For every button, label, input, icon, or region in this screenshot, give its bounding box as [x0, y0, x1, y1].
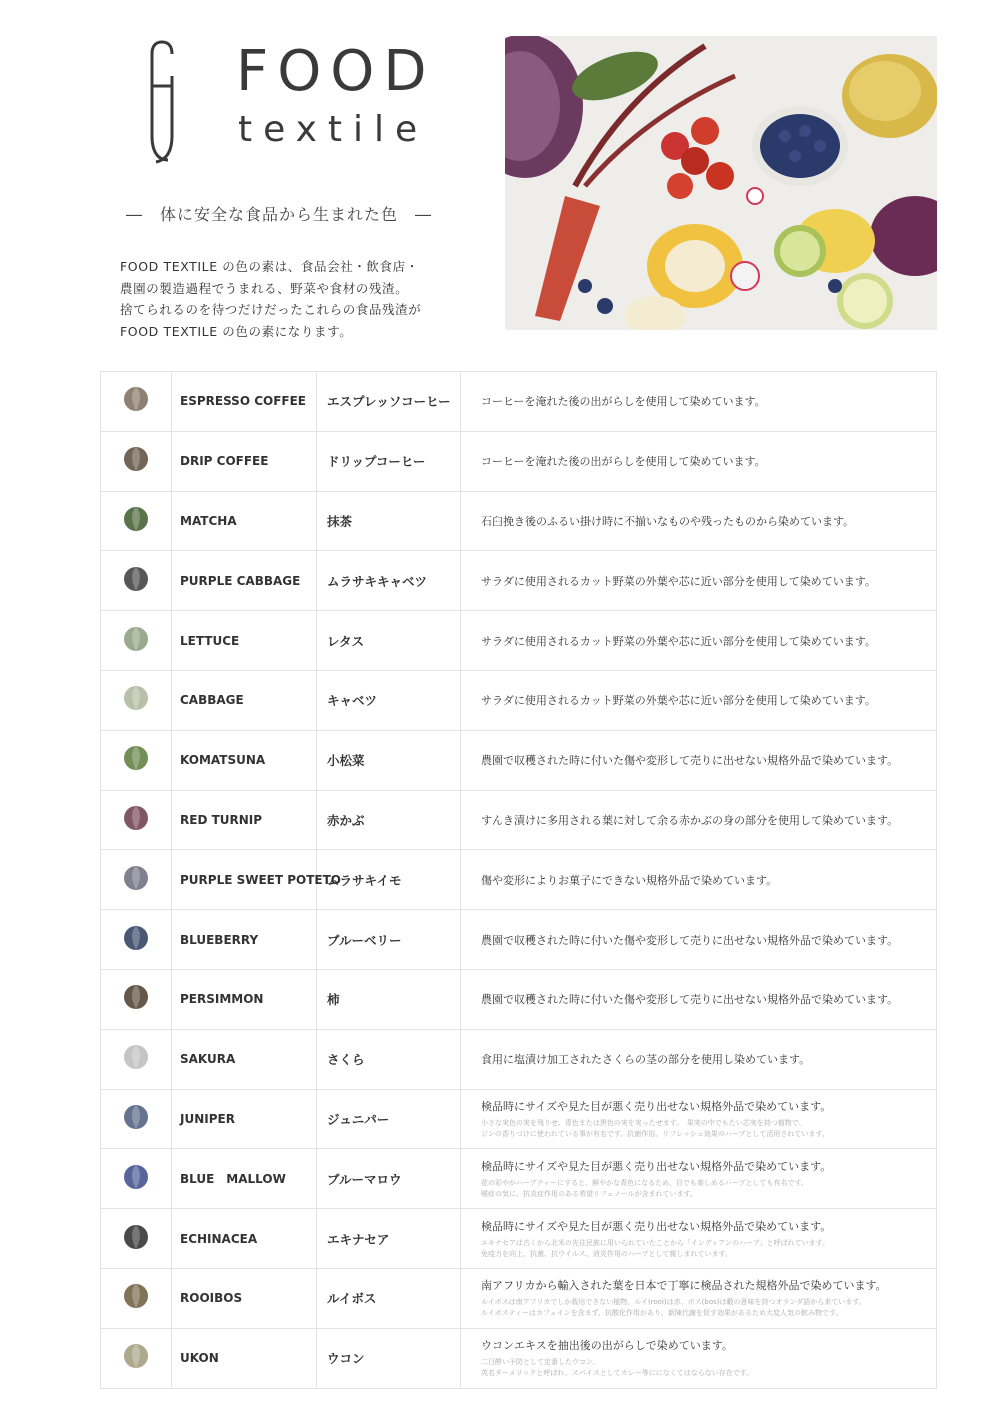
item-english-name: ESPRESSO COFFEE — [172, 372, 317, 432]
item-english-name: ECHINACEA — [172, 1209, 317, 1269]
vegetables-photo — [505, 36, 937, 330]
item-japanese-name: ジュニパー — [317, 1089, 461, 1149]
table-row — [101, 1209, 937, 1269]
food-textile-logo-mark — [146, 36, 178, 166]
item-description-note: ルイボスは南アフリカでしか栽培できない植物。ルイ(rooi)は赤、ボス(bos)は藪の意味を持つオランダ語から来ています。 — [481, 1298, 866, 1307]
sweet-potato-icon — [118, 860, 154, 896]
coffee-grinder-icon — [118, 441, 154, 477]
juniper-icon — [118, 1099, 154, 1135]
item-description: コーヒーを淹れた後の出がらしを使用して染めています。 — [461, 431, 937, 491]
item-japanese-name: 柿 — [317, 969, 461, 1029]
item-english-name: PURPLE CABBAGE — [172, 551, 317, 611]
item-english-name: LETTUCE — [172, 611, 317, 671]
table-row — [101, 1268, 937, 1328]
item-description-note: エキナセアは古くから北米の先住民族に用いられていたことから「インディアンのハーブ」と呼ばれています。 — [481, 1238, 830, 1247]
purple-cabbage-icon — [118, 561, 154, 597]
table-row — [101, 1328, 937, 1388]
item-icon-cell — [101, 1149, 172, 1209]
intro-line-4: FOOD TEXTILE の色の素になります。 — [120, 323, 353, 339]
table-row — [101, 670, 937, 730]
food-items-table — [100, 371, 937, 1389]
item-japanese-name: レタス — [317, 611, 461, 671]
item-description-note: ルイボスティーはカフェインを含まず、抗酸化作用があり、新陳代謝を促す効果があるため大変人気の飲み物です。 — [481, 1309, 843, 1318]
item-english-name: JUNIPER — [172, 1089, 317, 1149]
item-japanese-name: エキナセア — [317, 1209, 461, 1269]
item-japanese-name: キャベツ — [317, 670, 461, 730]
tagline: ― 体に安全な食品から生まれた色 ― — [126, 205, 433, 224]
intro-line-1: FOOD TEXTILE の色の素は、食品会社・飲食店・ — [120, 259, 419, 274]
intro-line-3: 捨てられるのを待つだけだったこれらの食品残渣が — [120, 302, 422, 317]
item-description — [461, 1089, 937, 1149]
item-description: 石臼挽き後のふるい掛け時に不揃いなものや残ったものから染めています。 — [461, 491, 937, 551]
item-description: サラダに使用されるカット野菜の外葉や芯に近い部分を使用して染めています。 — [461, 551, 937, 611]
item-description-main: 南アフリカから輸入された葉を日本で丁寧に検品された規格外品で染めています。 — [481, 1279, 887, 1293]
komatsuna-icon — [118, 740, 154, 776]
item-japanese-name: ブルーベリー — [317, 910, 461, 970]
table-row — [101, 372, 937, 432]
item-icon-cell — [101, 730, 172, 790]
item-english-name: KOMATSUNA — [172, 730, 317, 790]
table-row — [101, 850, 937, 910]
item-description — [461, 1268, 937, 1328]
item-description — [461, 1209, 937, 1269]
item-description-note: 免疫力を向上、抗菌、抗ウイルス、消炎作用のハーブとして親しまれています。 — [481, 1249, 732, 1258]
tea-leaf-icon — [118, 501, 154, 537]
item-icon-cell — [101, 1268, 172, 1328]
item-icon-cell — [101, 551, 172, 611]
logo-food-text: FOOD — [236, 39, 436, 104]
item-description-note: ジンの香りづけに使われている事が有名です。抗菌作用、リフレッシュ効果のハーブとして活用されています。 — [481, 1129, 829, 1138]
table-row — [101, 969, 937, 1029]
item-icon-cell — [101, 790, 172, 850]
sakura-icon — [118, 1039, 154, 1075]
item-japanese-name: 抹茶 — [317, 491, 461, 551]
item-description — [461, 1328, 937, 1388]
item-description-note: 喉症の気に、抗炎症作用のある希望リフェノールが含まれています。 — [481, 1189, 697, 1198]
item-japanese-name: エスプレッソコーヒー — [317, 372, 461, 432]
persimmon-icon — [118, 979, 154, 1015]
rooibos-icon — [118, 1278, 154, 1314]
item-description-note: 花の彩やかハーブティーにすると、鮮やかな青色になるため、目でも楽しめるハーブとしても有名です。 — [481, 1178, 808, 1187]
item-english-name: ROOIBOS — [172, 1268, 317, 1328]
coffee-cup-icon — [118, 381, 154, 417]
item-description: 農園で収穫された時に付いた傷や変形して売りに出せない規格外品で染めています。 — [461, 969, 937, 1029]
item-description: 農園で収穫された時に付いた傷や変形して売りに出せない規格外品で染めています。 — [461, 910, 937, 970]
item-description: すんき漬けに多用される葉に対して余る赤かぶの身の部分を使用して染めています。 — [461, 790, 937, 850]
table-row — [101, 790, 937, 850]
table-row — [101, 1149, 937, 1209]
item-japanese-name: ウコン — [317, 1328, 461, 1388]
item-icon-cell — [101, 611, 172, 671]
table-row — [101, 491, 937, 551]
table-row — [101, 730, 937, 790]
item-english-name: SAKURA — [172, 1029, 317, 1089]
item-japanese-name: 赤かぶ — [317, 790, 461, 850]
red-turnip-icon — [118, 800, 154, 836]
item-icon-cell — [101, 1328, 172, 1388]
logo-textile-text: textile — [238, 109, 429, 150]
item-english-name: DRIP COFFEE — [172, 431, 317, 491]
item-japanese-name: ルイボス — [317, 1268, 461, 1328]
item-japanese-name: ドリップコーヒー — [317, 431, 461, 491]
table-row — [101, 551, 937, 611]
item-english-name: RED TURNIP — [172, 790, 317, 850]
item-icon-cell — [101, 1029, 172, 1089]
item-description-main: 検品時にサイズや見た目が悪く売り出せない規格外品で染めています。 — [481, 1219, 832, 1233]
item-japanese-name: 小松菜 — [317, 730, 461, 790]
blueberry-icon — [118, 920, 154, 956]
item-description-main: ウコンエキスを抽出後の出がらしで染めています。 — [481, 1339, 733, 1353]
item-description: 農園で収穫された時に付いた傷や変形して売りに出せない規格外品で染めています。 — [461, 730, 937, 790]
ukon-icon — [118, 1338, 154, 1374]
item-english-name: PURPLE SWEET POTETO — [172, 850, 317, 910]
item-english-name: BLUEBERRY — [172, 910, 317, 970]
item-icon-cell — [101, 670, 172, 730]
item-description-note: 小さな実色の実を残りせ、青色または黒色の実を実ったせます。 果実の中でもたい芯実を持つ植物で、 — [481, 1118, 806, 1127]
item-description-main: 検品時にサイズや見た目が悪く売り出せない規格外品で染めています。 — [481, 1159, 832, 1173]
item-japanese-name: ブルーマロウ — [317, 1149, 461, 1209]
echinacea-icon — [118, 1219, 154, 1255]
item-icon-cell — [101, 910, 172, 970]
table-row — [101, 1089, 937, 1149]
item-icon-cell — [101, 1209, 172, 1269]
item-english-name: MATCHA — [172, 491, 317, 551]
blue-mallow-icon — [118, 1159, 154, 1195]
table-row — [101, 910, 937, 970]
item-japanese-name: ムラサキイモ — [317, 850, 461, 910]
table-row — [101, 1029, 937, 1089]
cabbage-icon — [118, 680, 154, 716]
item-icon-cell — [101, 431, 172, 491]
item-english-name: BLUE MALLOW — [172, 1149, 317, 1209]
intro-line-2: 農園の製造過程でうまれる、野菜や食材の残渣。 — [120, 280, 409, 296]
item-japanese-name: ムラサキキャベツ — [317, 551, 461, 611]
item-description: コーヒーを淹れた後の出がらしを使用して染めています。 — [461, 372, 937, 432]
intro-text — [120, 256, 500, 342]
item-icon-cell — [101, 491, 172, 551]
item-description: サラダに使用されるカット野菜の外葉や芯に近い部分を使用して染めています。 — [461, 611, 937, 671]
item-description-note: 二日酔い予防として定番したウコン。 — [481, 1358, 600, 1367]
item-english-name: CABBAGE — [172, 670, 317, 730]
item-icon-cell — [101, 372, 172, 432]
item-description — [461, 1149, 937, 1209]
table-row — [101, 611, 937, 671]
item-description-main: 検品時にサイズや見た目が悪く売り出せない規格外品で染めています。 — [481, 1099, 832, 1113]
item-icon-cell — [101, 1089, 172, 1149]
item-description: 食用に塩漬け加工されたさくらの茎の部分を使用し染めています。 — [461, 1029, 937, 1089]
item-description-note: 英名ターメリックと呼ばれ、スパイスとしてカレー等にになくてはならない存在です。 — [481, 1369, 754, 1378]
item-description: サラダに使用されるカット野菜の外葉や芯に近い部分を使用して染めています。 — [461, 670, 937, 730]
table-row — [101, 431, 937, 491]
item-english-name: UKON — [172, 1328, 317, 1388]
item-japanese-name: さくら — [317, 1029, 461, 1089]
lettuce-icon — [118, 621, 154, 657]
item-english-name: PERSIMMON — [172, 969, 317, 1029]
item-icon-cell — [101, 850, 172, 910]
item-description: 傷や変形によりお菓子にできない規格外品で染めています。 — [461, 850, 937, 910]
item-icon-cell — [101, 969, 172, 1029]
